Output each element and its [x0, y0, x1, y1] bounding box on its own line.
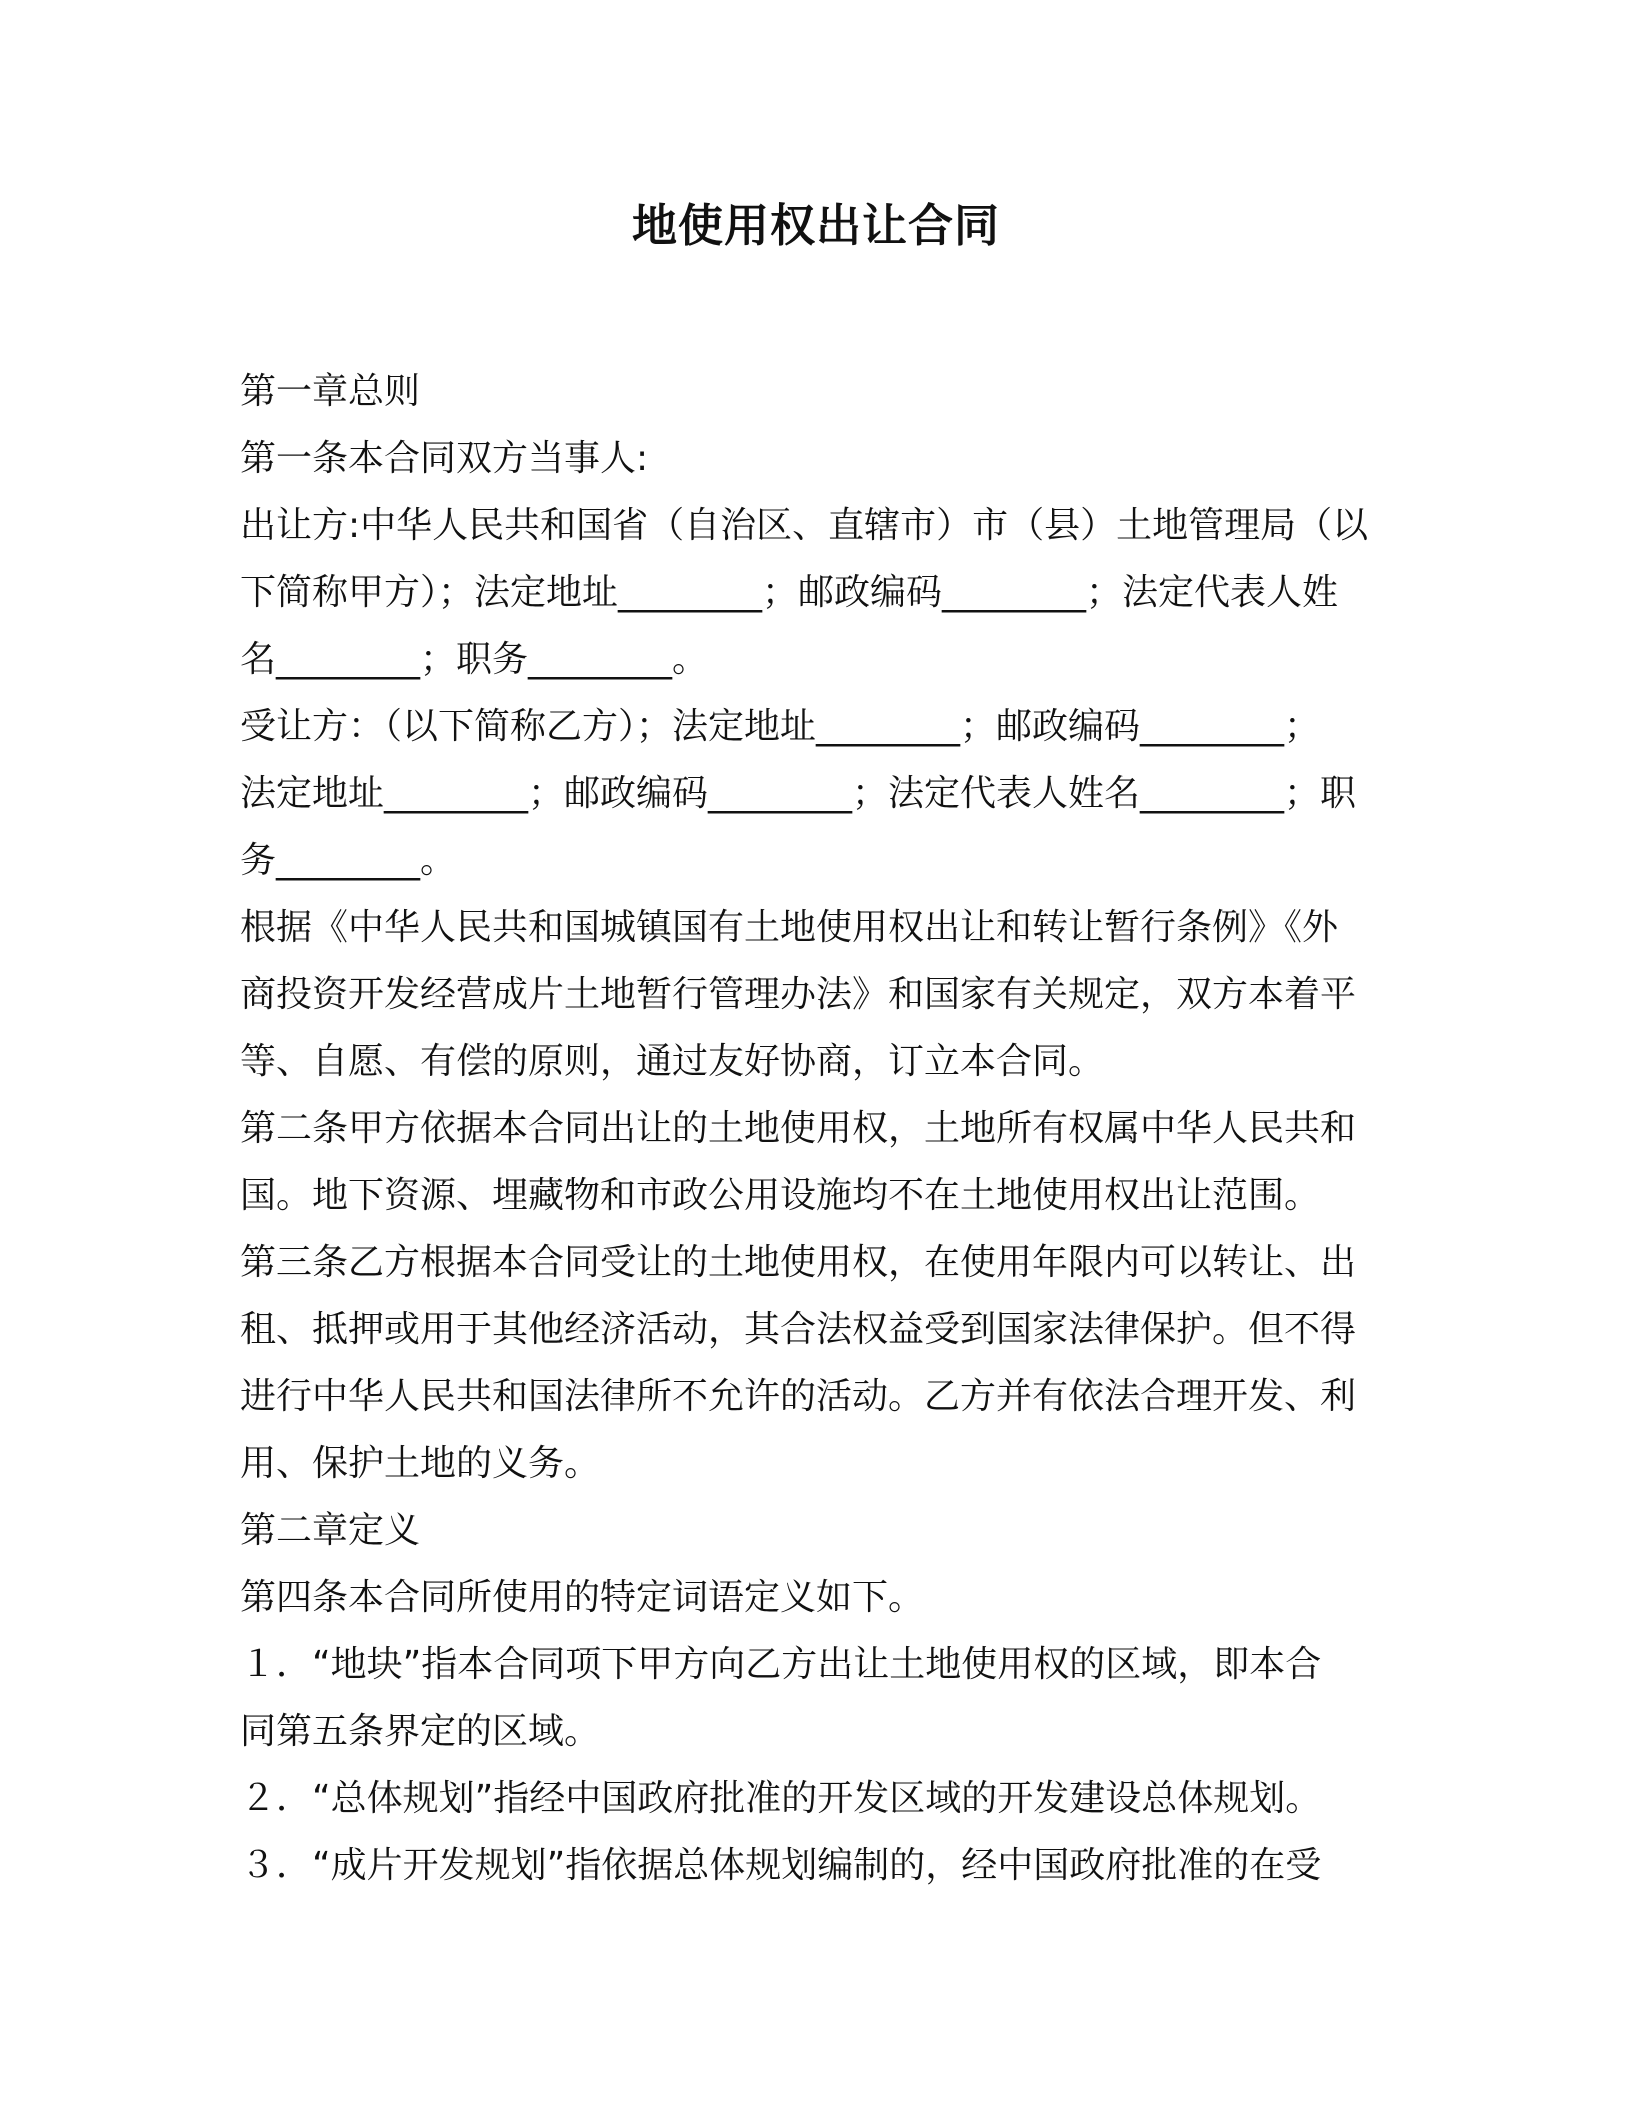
paragraph-line: 名________；职务________。 — [240, 639, 709, 680]
paragraph-line: 受让方：（以下简称乙方）；法定地址________；邮政编码________； — [240, 706, 1321, 747]
paragraph-line: 出让方:中华人民共和国省（自治区、直辖市）市（县）土地管理局（以 — [240, 505, 1369, 546]
paragraph-line: 第一条本合同双方当事人: — [240, 438, 649, 479]
paragraph-line: 下简称甲方）；法定地址________；邮政编码________；法定代表人姓 — [240, 572, 1339, 613]
paragraph-line: 用、保护土地的义务。 — [240, 1443, 601, 1484]
list-item-line: １．“地块”指本合同项下甲方向乙方出让土地使用权的区域，即本合 — [240, 1644, 1322, 1685]
paragraph-line: 根据《中华人民共和国城镇国有土地使用权出让和转让暂行条例》《外 — [240, 907, 1339, 948]
paragraph-line: 国。地下资源、埋藏物和市政公用设施均不在土地使用权出让范围。 — [240, 1175, 1321, 1216]
paragraph-line: 法定地址________；邮政编码________；法定代表人姓名________；职 — [240, 773, 1357, 814]
list-item-line: ２．“总体规划”指经中国政府批准的开发区域的开发建设总体规划。 — [240, 1778, 1322, 1819]
paragraph-line: 第三条乙方根据本合同受让的土地使用权，在使用年限内可以转让、出 — [240, 1242, 1357, 1283]
paragraph-line: 等、自愿、有偿的原则，通过友好协商，订立本合同。 — [240, 1041, 1105, 1082]
paragraph-line: 第二条甲方依据本合同出让的土地使用权，土地所有权属中华人民共和 — [240, 1108, 1357, 1149]
list-item-line: 同第五条界定的区域。 — [240, 1711, 601, 1752]
document-body — [240, 358, 1380, 1899]
paragraph-line: 商投资开发经营成片土地暂行管理办法》和国家有关规定，双方本着平 — [240, 974, 1357, 1015]
paragraph-line: 租、抵押或用于其他经济活动，其合法权益受到国家法律保护。但不得 — [240, 1309, 1357, 1350]
chapter-heading: 第一章总则 — [240, 371, 421, 412]
chapter-heading: 第二章定义 — [240, 1510, 421, 1551]
document-title: 地使用权出让合同 — [631, 199, 1000, 252]
paragraph-line: 第四条本合同所使用的特定词语定义如下。 — [240, 1577, 925, 1618]
list-item-line: ３．“成片开发规划”指依据总体规划编制的，经中国政府批准的在受 — [240, 1845, 1322, 1886]
paragraph-line: 进行中华人民共和国法律所不允许的活动。乙方并有依法合理开发、利 — [240, 1376, 1357, 1417]
paragraph-line: 务________。 — [240, 840, 457, 881]
